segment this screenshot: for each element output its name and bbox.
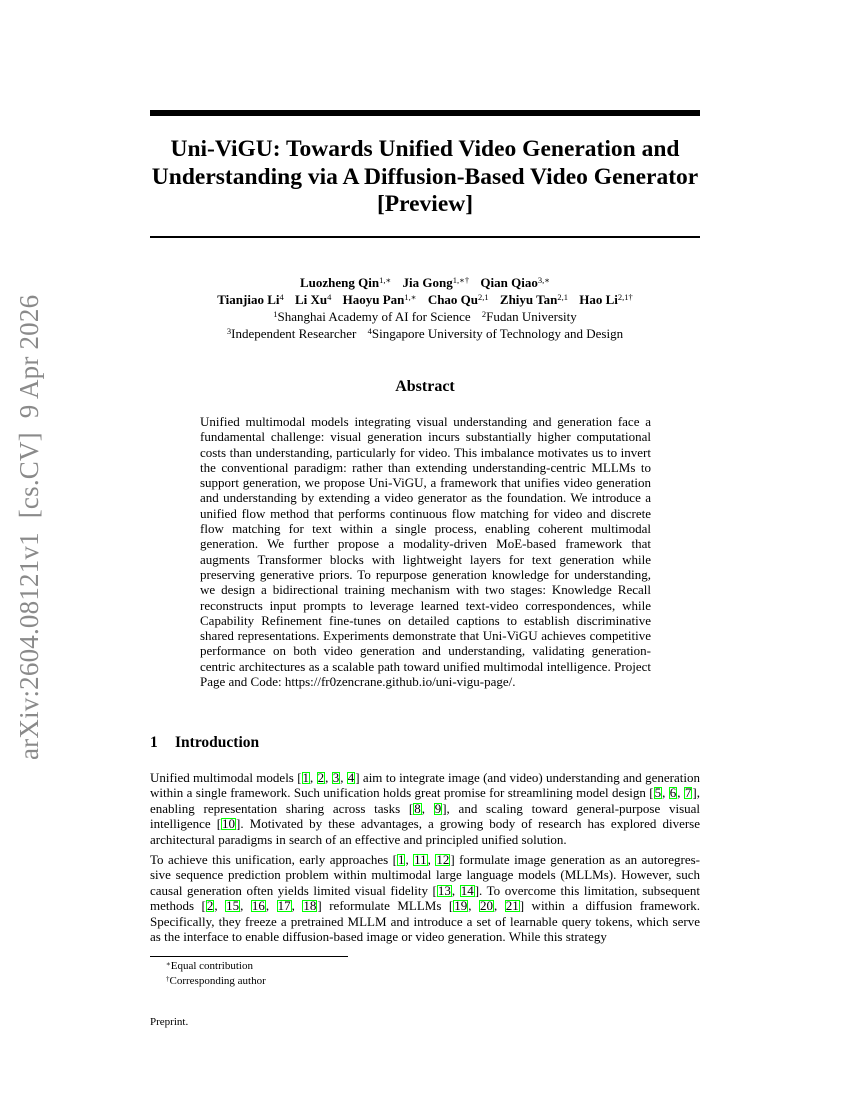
paragraph-text: ] within a diffusion framework. Specifically, they freeze a pretrained MLLM and introduce a set of learnable query tokens, which serve as the interface to enable diffusion-based image or video generation. While this strategy [150, 898, 701, 945]
citation-link[interactable]: 1 [302, 770, 310, 785]
author-marks: 4 [327, 292, 332, 302]
author-name: Qian Qiao [480, 275, 538, 290]
preprint-label: Preprint. [150, 1016, 189, 1028]
citation-link[interactable]: 21 [505, 898, 519, 914]
paragraph-text: ] reformulate MLLMs [ [317, 898, 454, 914]
paragraph-text: ], and scaling toward general-purpose visual intelligence [ [150, 800, 701, 832]
author-row-1 [150, 274, 700, 291]
citation-link[interactable]: 12 [436, 852, 450, 867]
title-line-2: Understanding via A Diffusion-Based Video Generator [151, 163, 699, 190]
citation-link[interactable]: 7 [684, 785, 692, 801]
section-title: Introduction [175, 734, 260, 751]
section-heading-introduction [150, 734, 259, 752]
author-marks: 2,1† [617, 292, 633, 302]
footnote-corresponding-author [166, 974, 266, 989]
author-name: Haoyu Pan [342, 292, 405, 307]
abstract-heading: Abstract [395, 378, 455, 395]
author-marks: 1,∗ [379, 275, 392, 285]
footnote-mark: † [166, 975, 170, 983]
footnote-mark: ∗ [166, 960, 171, 968]
intro-paragraph-2: To achieve this unification, early approaches [1, 11, 12] formulate image generation as an autoregressive sequence prediction problem within multimodal large language models (MLLMs). However, such causal generation often yields limited visual fidelity [13, 14]. To overcome this limitation, subsequent methods [2, 15, 16, 17, 18] reformulate MLLMs [19, 20, 21] within a diffusion framework. Specifically, they freeze a pretrained MLLM and introduce a set of learnable query tokens, which serve as the interface to enable diffusion-based image or video generation. While this strategy [150, 852, 701, 945]
author-marks: 1,∗† [452, 275, 470, 285]
arxiv-date: 9 Apr 2026 [14, 294, 44, 419]
section-number: 1 [150, 734, 158, 751]
footnote-text: Corresponding author [169, 975, 266, 987]
author-marks: 2,1 [478, 292, 489, 302]
footnote-equal-contribution [166, 959, 266, 974]
citation-link[interactable]: 20 [479, 898, 493, 914]
paragraph-text: ]. To overcome this limitation, subsequent methods [ [150, 882, 701, 914]
title-top-rule [150, 110, 700, 116]
paragraph-text: ] formulate image generation as an autoregressive sequence prediction problem within multimodal large language models (MLLMs). However, such causal generation often yields limited visual fidelity [ [150, 852, 700, 898]
citation-link[interactable]: 1 [397, 852, 405, 867]
title-line-3: [Preview] [376, 191, 474, 217]
paragraph-text: ] aim to integrate image (and video) understanding and generation within a single framework. Such unification holds great promise for streamlining model design [ [150, 770, 700, 801]
footnote-text: Equal contribution [170, 960, 253, 972]
affiliation-mark: 2 [481, 309, 487, 319]
citation-link[interactable]: 10 [222, 816, 236, 832]
paragraph-text: ], enabling representation sharing across tasks [ [150, 785, 700, 816]
citation-link[interactable]: 17 [277, 898, 291, 914]
citation-link[interactable]: 2 [206, 898, 214, 914]
citation-link[interactable]: 5 [654, 785, 662, 801]
abstract-text: Unified multimodal models integrating visual understanding and generation face a fundamental challenge: visual generation incurs substantially higher computational costs than understanding, particularly for video. This imbalance motivates us to invert the conventional paradigm: rather than extending understanding-centric MLLMs to support generation, we propose Uni-ViGU, a framework that unifies video generation and understanding by extending a video generator as the foundation. We introduce a unified flow method that performs continuous flow matching for video and discrete flow matching for text within a single process, enabling coherent multimodal generation. We further propose a modality-driven MoE-based framework that augments Transformer blocks with lightweight layers for text generation while preserving generative priors. To repurpose generation knowledge for understanding, we design a bidirectional training mechanism with two stages: Knowledge Recall reconstructs input prompts to leverage learned text-video correspondences, while Capability Refinement fine-tunes on detailed captions to establish discriminative shared representations. Experiments demonstrate that Uni-ViGU achieves competitive performance on both video generation and understanding, validating generation-centric architectures as a scalable path toward unified multimodal intelligence. Project Page and Code: https://fr0zencrane.github.io/uni-vigu-page/. [200, 414, 651, 690]
citation-link[interactable]: 19 [454, 898, 468, 914]
affiliation-row-1 [150, 308, 700, 325]
citation-link[interactable]: 15 [226, 898, 240, 914]
citation-link[interactable]: 16 [251, 898, 265, 914]
arxiv-id: arXiv:2604.08121v1 [14, 532, 44, 760]
author-name: Jia Gong [402, 275, 453, 290]
affiliation-name: Fudan University [486, 309, 577, 324]
author-name: Hao Li [579, 292, 618, 307]
citation-link[interactable]: 13 [437, 882, 451, 898]
citation-link[interactable]: 4 [347, 770, 355, 785]
author-marks: 1,∗ [404, 292, 417, 302]
title-bottom-rule [150, 236, 700, 238]
footnote-rule [150, 956, 348, 957]
citation-link[interactable]: 11 [414, 852, 427, 867]
citation-link[interactable]: 3 [332, 770, 340, 785]
citation-link[interactable]: 14 [460, 882, 474, 898]
author-marks: 2,1 [557, 292, 568, 302]
author-marks: 3,∗ [537, 275, 550, 285]
paper-title [150, 136, 700, 219]
paragraph-text: Unified multimodal models [ [150, 770, 302, 785]
author-row-2 [150, 291, 700, 308]
author-block [150, 274, 700, 342]
affiliation-name: Singapore University of Technology and Design [371, 326, 624, 341]
citation-link[interactable]: 9 [434, 800, 442, 816]
arxiv-category: [cs.CV] [14, 432, 44, 519]
intro-paragraph-1: Unified multimodal models [1, 2, 3, 4] aim to integrate image (and video) understanding and generation within a single framework. Such unification holds great promise for streamlining model design [5, 6, 7], enabling representation sharing across tasks [8, 9], and scaling toward general-purpose visual intelligence [10]. Motivated by these advantages, a growing body of research has explored diverse architectural paradigms in search of an effective and principled unified solution. [150, 770, 701, 847]
arxiv-stamp [14, 295, 45, 760]
affiliation-mark: 1 [273, 309, 278, 319]
author-name: Tianjiao Li [217, 292, 280, 307]
citation-link[interactable]: 8 [414, 800, 421, 816]
affiliation-name: Shanghai Academy of AI for Science [277, 309, 471, 324]
affiliation-row-2 [150, 325, 700, 342]
citation-link[interactable]: 2 [317, 770, 325, 785]
footnotes [166, 959, 266, 989]
paragraph-text: ]. Motivated by these advantages, a growing body of research has explored diverse architectural paradigms in search of an effective and principled unified solution. [150, 816, 700, 847]
author-name: Zhiyu Tan [499, 292, 558, 307]
author-marks: 4 [279, 292, 284, 302]
affiliation-mark: 4 [367, 326, 372, 336]
affiliation-mark: 3 [226, 326, 232, 336]
citation-link[interactable]: 18 [303, 898, 317, 914]
author-name: Luozheng Qin [300, 275, 380, 290]
paragraph-text: To achieve this unification, early approaches [ [150, 852, 397, 867]
author-name: Li Xu [294, 292, 328, 307]
author-name: Chao Qu [427, 292, 479, 307]
affiliation-name: Independent Researcher [231, 326, 357, 341]
title-line-1: Uni-ViGU: Towards Unified Video Generation and [170, 136, 680, 162]
citation-link[interactable]: 6 [669, 785, 677, 801]
